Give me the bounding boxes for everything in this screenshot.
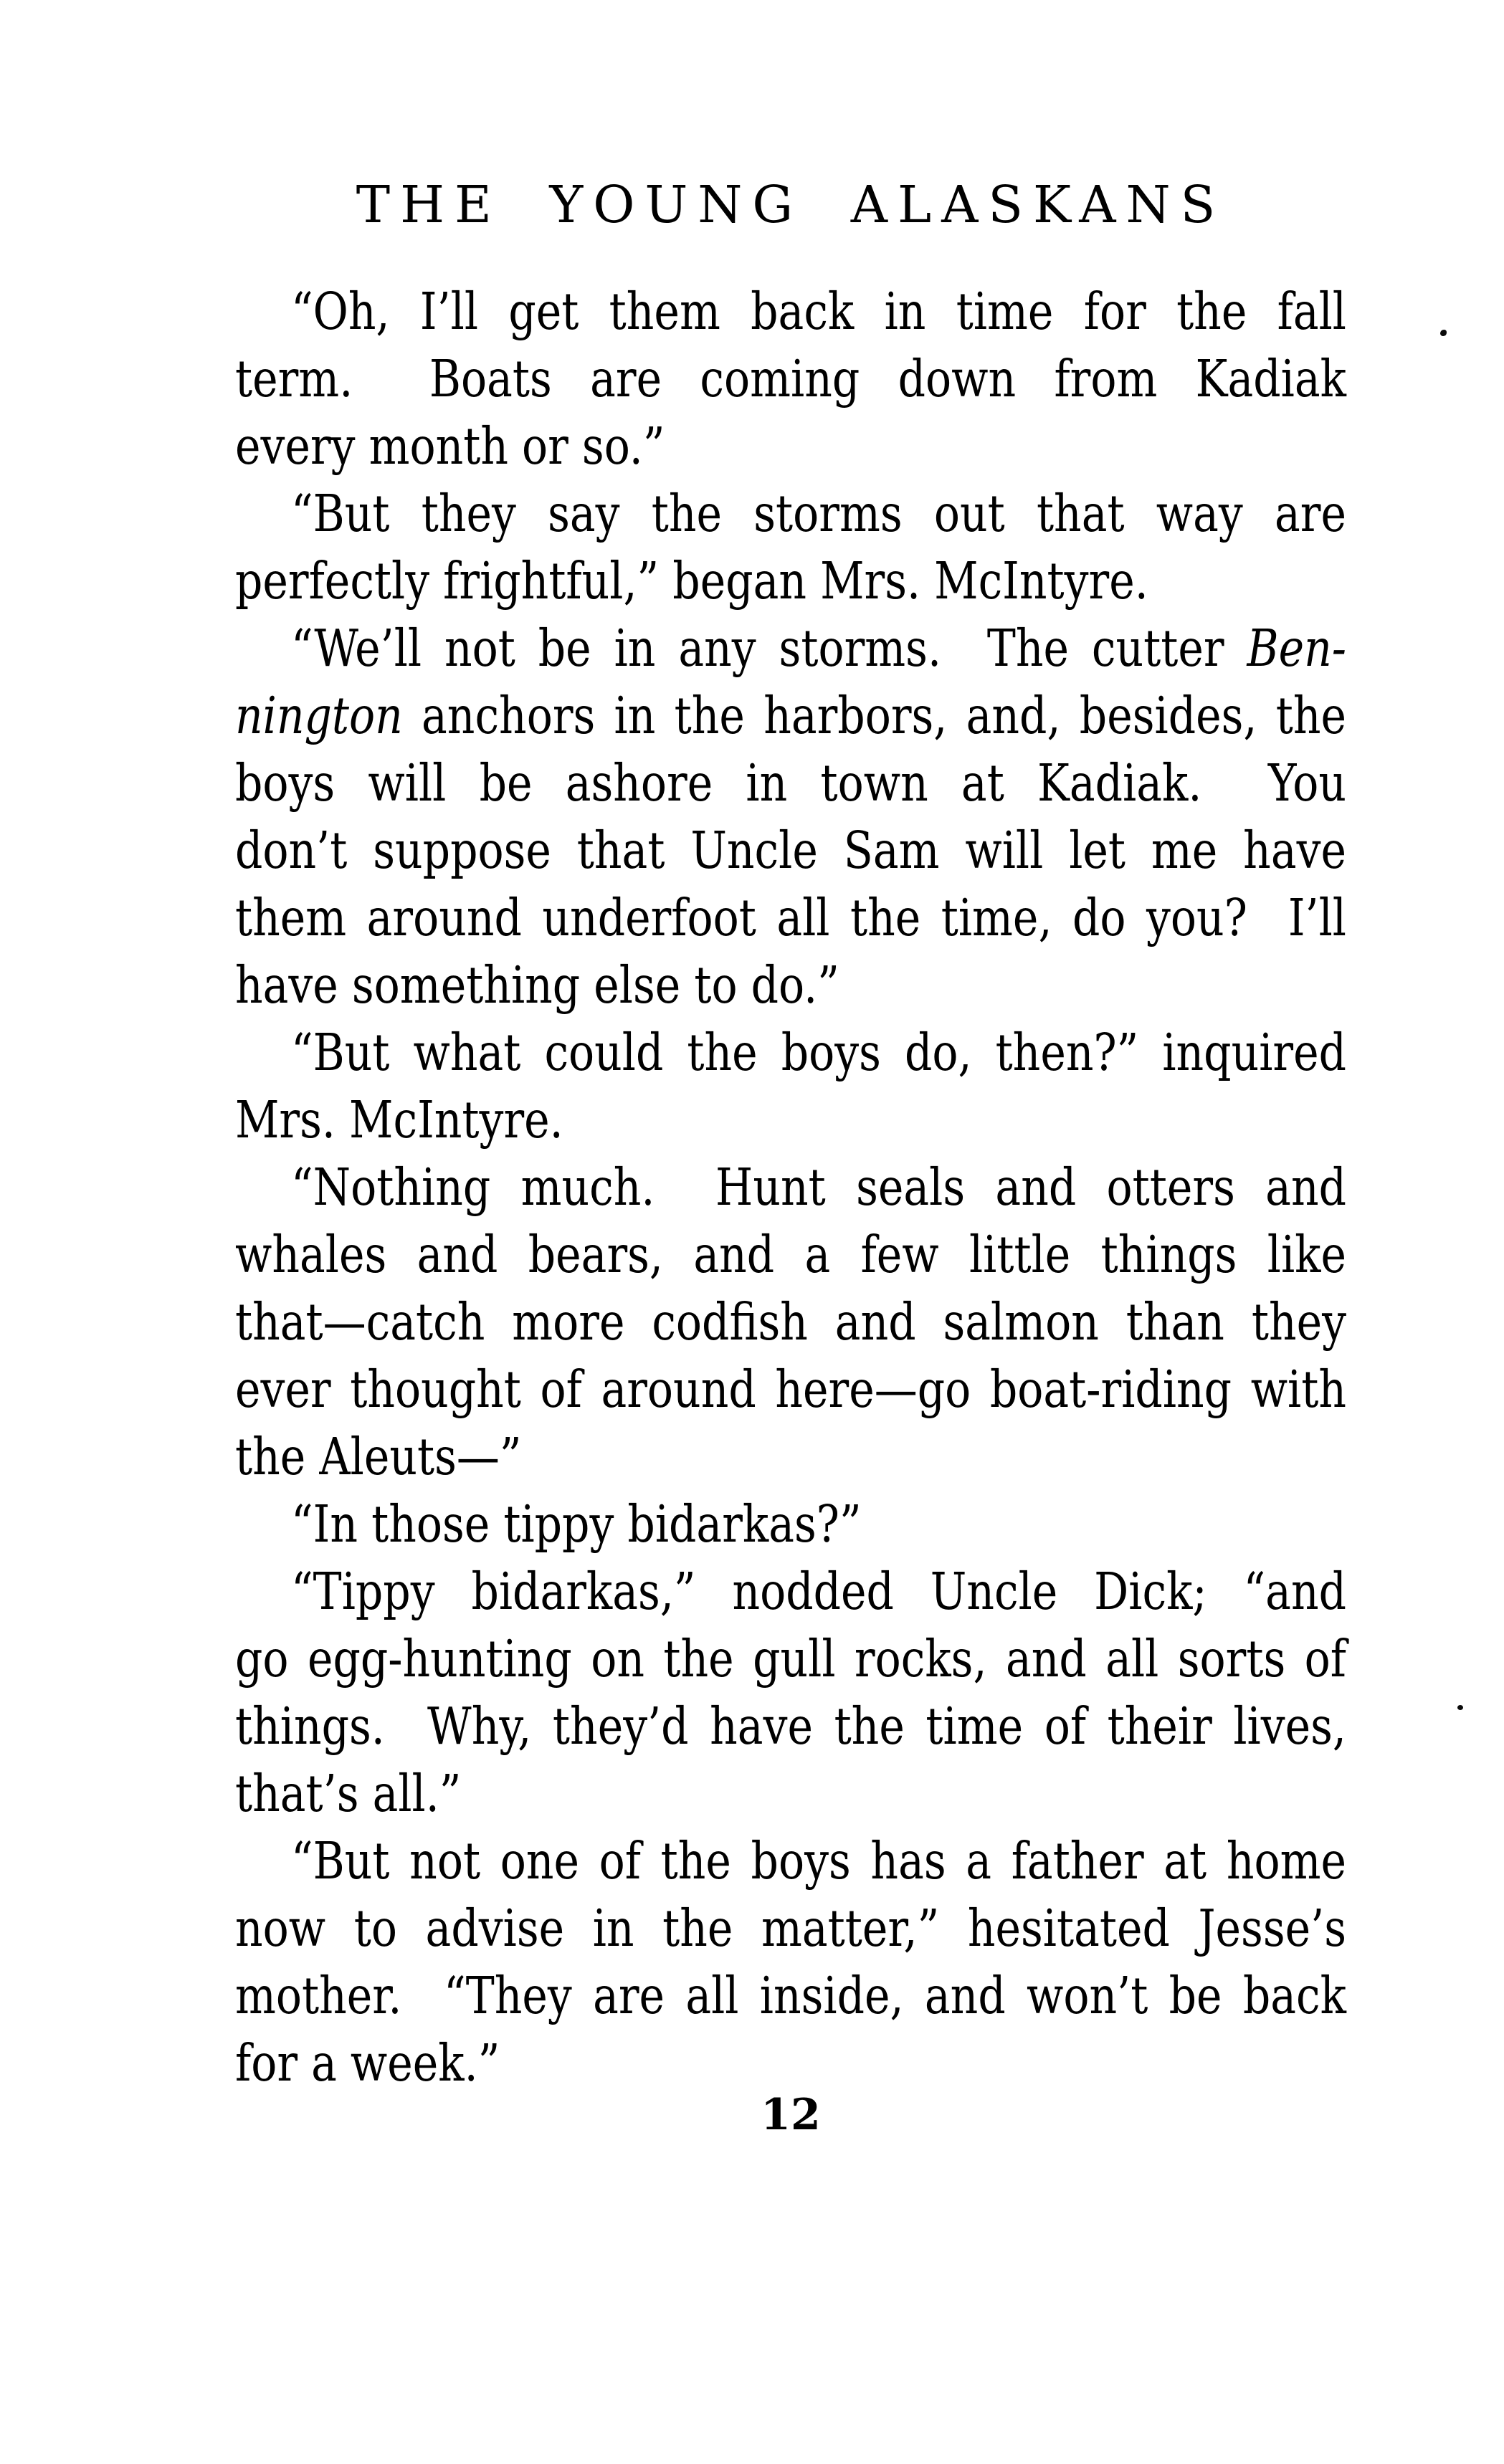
- text-segment: “Nothing much. Hunt seals and otters and: [291, 1157, 1346, 1218]
- text-segment: don’t suppose that Uncle Sam will let me have: [235, 821, 1346, 881]
- text-segment: the Aleuts—”: [235, 1427, 522, 1487]
- text-segment: whales and bears, and a few little things like: [235, 1225, 1346, 1285]
- text-segment: perfectly frightful,” began Mrs. McIntyre.: [235, 551, 1148, 611]
- text-segment: “But what could the boys do, then?” inquired: [291, 1023, 1346, 1083]
- text-segment: “Oh, I’ll get them back in time for the fall: [291, 282, 1346, 342]
- text-segment-italic: nington: [235, 686, 403, 746]
- text-block: [235, 281, 1346, 2100]
- text-segment: now to advise in the matter,” hesitated Jesse’s: [235, 1899, 1346, 1959]
- text-segment: for a week.”: [235, 2033, 500, 2093]
- text-segment: “We’ll not be in any storms. The cutter: [291, 619, 1247, 679]
- running-head-title: THE YOUNG ALASKANS: [356, 175, 1226, 234]
- text-segment: “But not one of the boys has a father at home: [291, 1831, 1346, 1891]
- running-head: [235, 175, 1346, 234]
- scan-speck: [1457, 1705, 1463, 1710]
- text-segment: “In those tippy bidarkas?”: [291, 1494, 862, 1555]
- scan-speck: [1440, 330, 1447, 336]
- text-segment: mother. “They are all inside, and won’t be back: [235, 1966, 1346, 2026]
- text-segment: Mrs. McIntyre.: [235, 1090, 563, 1150]
- text-segment: them around underfoot all the time, do you? I’ll: [235, 888, 1346, 948]
- text-segment: things. Why, they’d have the time of their lives,: [235, 1696, 1346, 1757]
- page-number: 12: [761, 2090, 821, 2140]
- text-segment: every month or so.”: [235, 416, 665, 477]
- text-segment: “But they say the storms out that way are: [291, 484, 1346, 544]
- text-segment: ever thought of around here—go boat-riding with: [235, 1360, 1346, 1420]
- text-segment: “Tippy bidarkas,” nodded Uncle Dick; “and: [291, 1562, 1346, 1622]
- text-segment: boys will be ashore in town at Kadiak. You: [235, 753, 1346, 813]
- text-segment: that—catch more codfish and salmon than they: [235, 1292, 1346, 1352]
- text-segment: anchors in the harbors, and, besides, the: [402, 686, 1346, 746]
- text-segment: have something else to do.”: [235, 955, 839, 1016]
- text-segment: term. Boats are coming down from Kadiak: [235, 349, 1346, 409]
- text-segment: go egg-hunting on the gull rocks, and all sorts of: [235, 1629, 1346, 1689]
- text-segment-italic: Ben-: [1247, 619, 1346, 679]
- text-segment: that’s all.”: [235, 1764, 462, 1824]
